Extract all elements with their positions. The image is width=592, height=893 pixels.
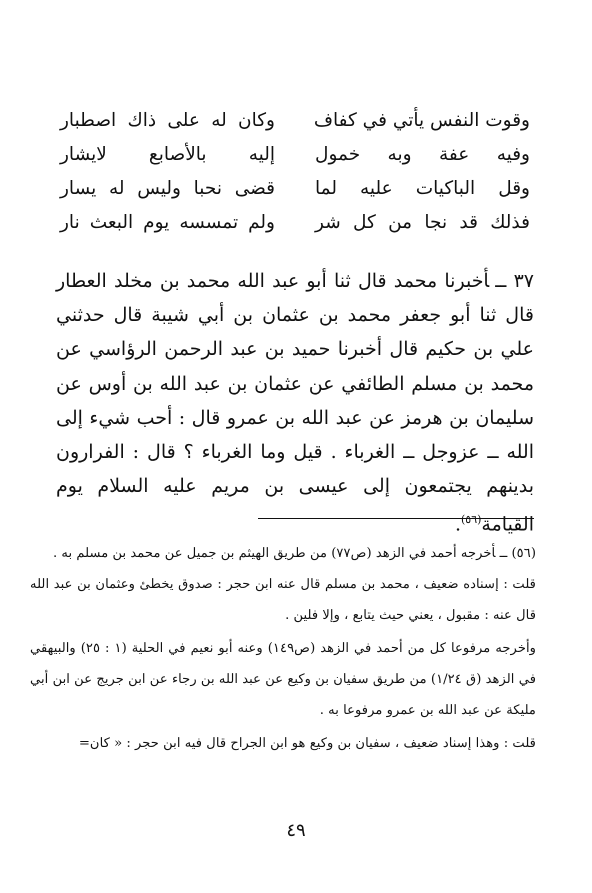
hadith-paragraph <box>56 264 534 542</box>
poem-line <box>60 104 530 138</box>
footnote-paragraph <box>30 538 536 569</box>
hadith-end: . <box>454 513 461 536</box>
footnote-separator <box>258 518 534 519</box>
poem-hemistich-left: ولم تمسسه يوم البعث نار <box>60 212 275 233</box>
footnotes-block <box>30 538 536 761</box>
poem-line <box>60 206 530 240</box>
poem-hemistich-right: وقوت النفس يأتي في كفاف <box>313 110 530 131</box>
footnote-text: قلت : إسناده ضعيف ، محمد بن مسلم قال عنه ابن حجر : صدوق يخطئ وعثمان بن عبد الله قال عنه : مقبول ، يعني حيث يتابع ، وإلا فلين . <box>30 577 536 623</box>
poem-line <box>60 138 530 172</box>
poem-hemistich-right: وفيه عفة وبه خمول <box>315 144 530 165</box>
footnote-paragraph <box>30 633 536 726</box>
poem-hemistich-left: وكان له على ذاك اصطبار <box>60 110 275 131</box>
poem-hemistich-left: قضى نحبا وليس له يسار <box>60 178 275 199</box>
poem-block <box>60 104 530 240</box>
poem-hemistich-right: وقل الباكيات عليه لما <box>315 178 530 199</box>
page-number: ٤٩ <box>286 820 306 841</box>
footnote-text: أخرجه أحمد في الزهد (ص٧٧) من طريق الهيثم بن جميل عن محمد بن مسلم به . <box>53 546 496 561</box>
hadith-number: ٣٧ ــ <box>495 270 534 292</box>
footnote-marker: (٥٦) ــ <box>499 546 536 561</box>
footnote-paragraph <box>30 569 536 631</box>
poem-hemistich-right: فذلك قد نجا من كل شر <box>315 212 530 233</box>
footnote-paragraph <box>30 728 536 759</box>
footnote-text: وأخرجه مرفوعا كل من أحمد في الزهد (ص١٤٩) وعنه أبو نعيم في الحلية (١ : ٢٥) والبيهقي في الزهد (ق ١/٢٤) من طريق سفيان بن وكيع عن عبد الله بن رجاء عن ابن جريج عن ابن أبي مليكة عن عبد الله بن عمرو مرفوعا به . <box>30 641 537 718</box>
footnote-reference: (٥٦) <box>461 513 482 527</box>
poem-line <box>60 172 530 206</box>
footnote-text: قلت : وهذا إسناد ضعيف ، سفيان بن وكيع هو ابن الجراح قال فيه ابن حجر : « كان= <box>78 736 536 751</box>
hadith-text: أخبرنا محمد قال ثنا أبو عبد الله محمد بن مخلد العطار قال ثنا أبو جعفر محمد بن عثمان بن أبي شيبة قال حدثني علي بن حكيم قال أخبرنا حميد بن عبد الرحمن الرؤاسي عن محمد بن مسلم الطائفي عن عثمان بن عبد الله بن أوس عن سليمان بن هرمز عن عبد الله بن عمرو قال : أحب شيء إلى الله ــ عزوجل ــ الغرباء . قيل وما الغرباء ؟ قال : الفرارون بدينهم يجتمعون إلى عيسى بن مريم عليه السلام يوم القيامة <box>56 270 534 536</box>
poem-hemistich-left: إليه بالأصابع لايشار <box>60 144 275 165</box>
